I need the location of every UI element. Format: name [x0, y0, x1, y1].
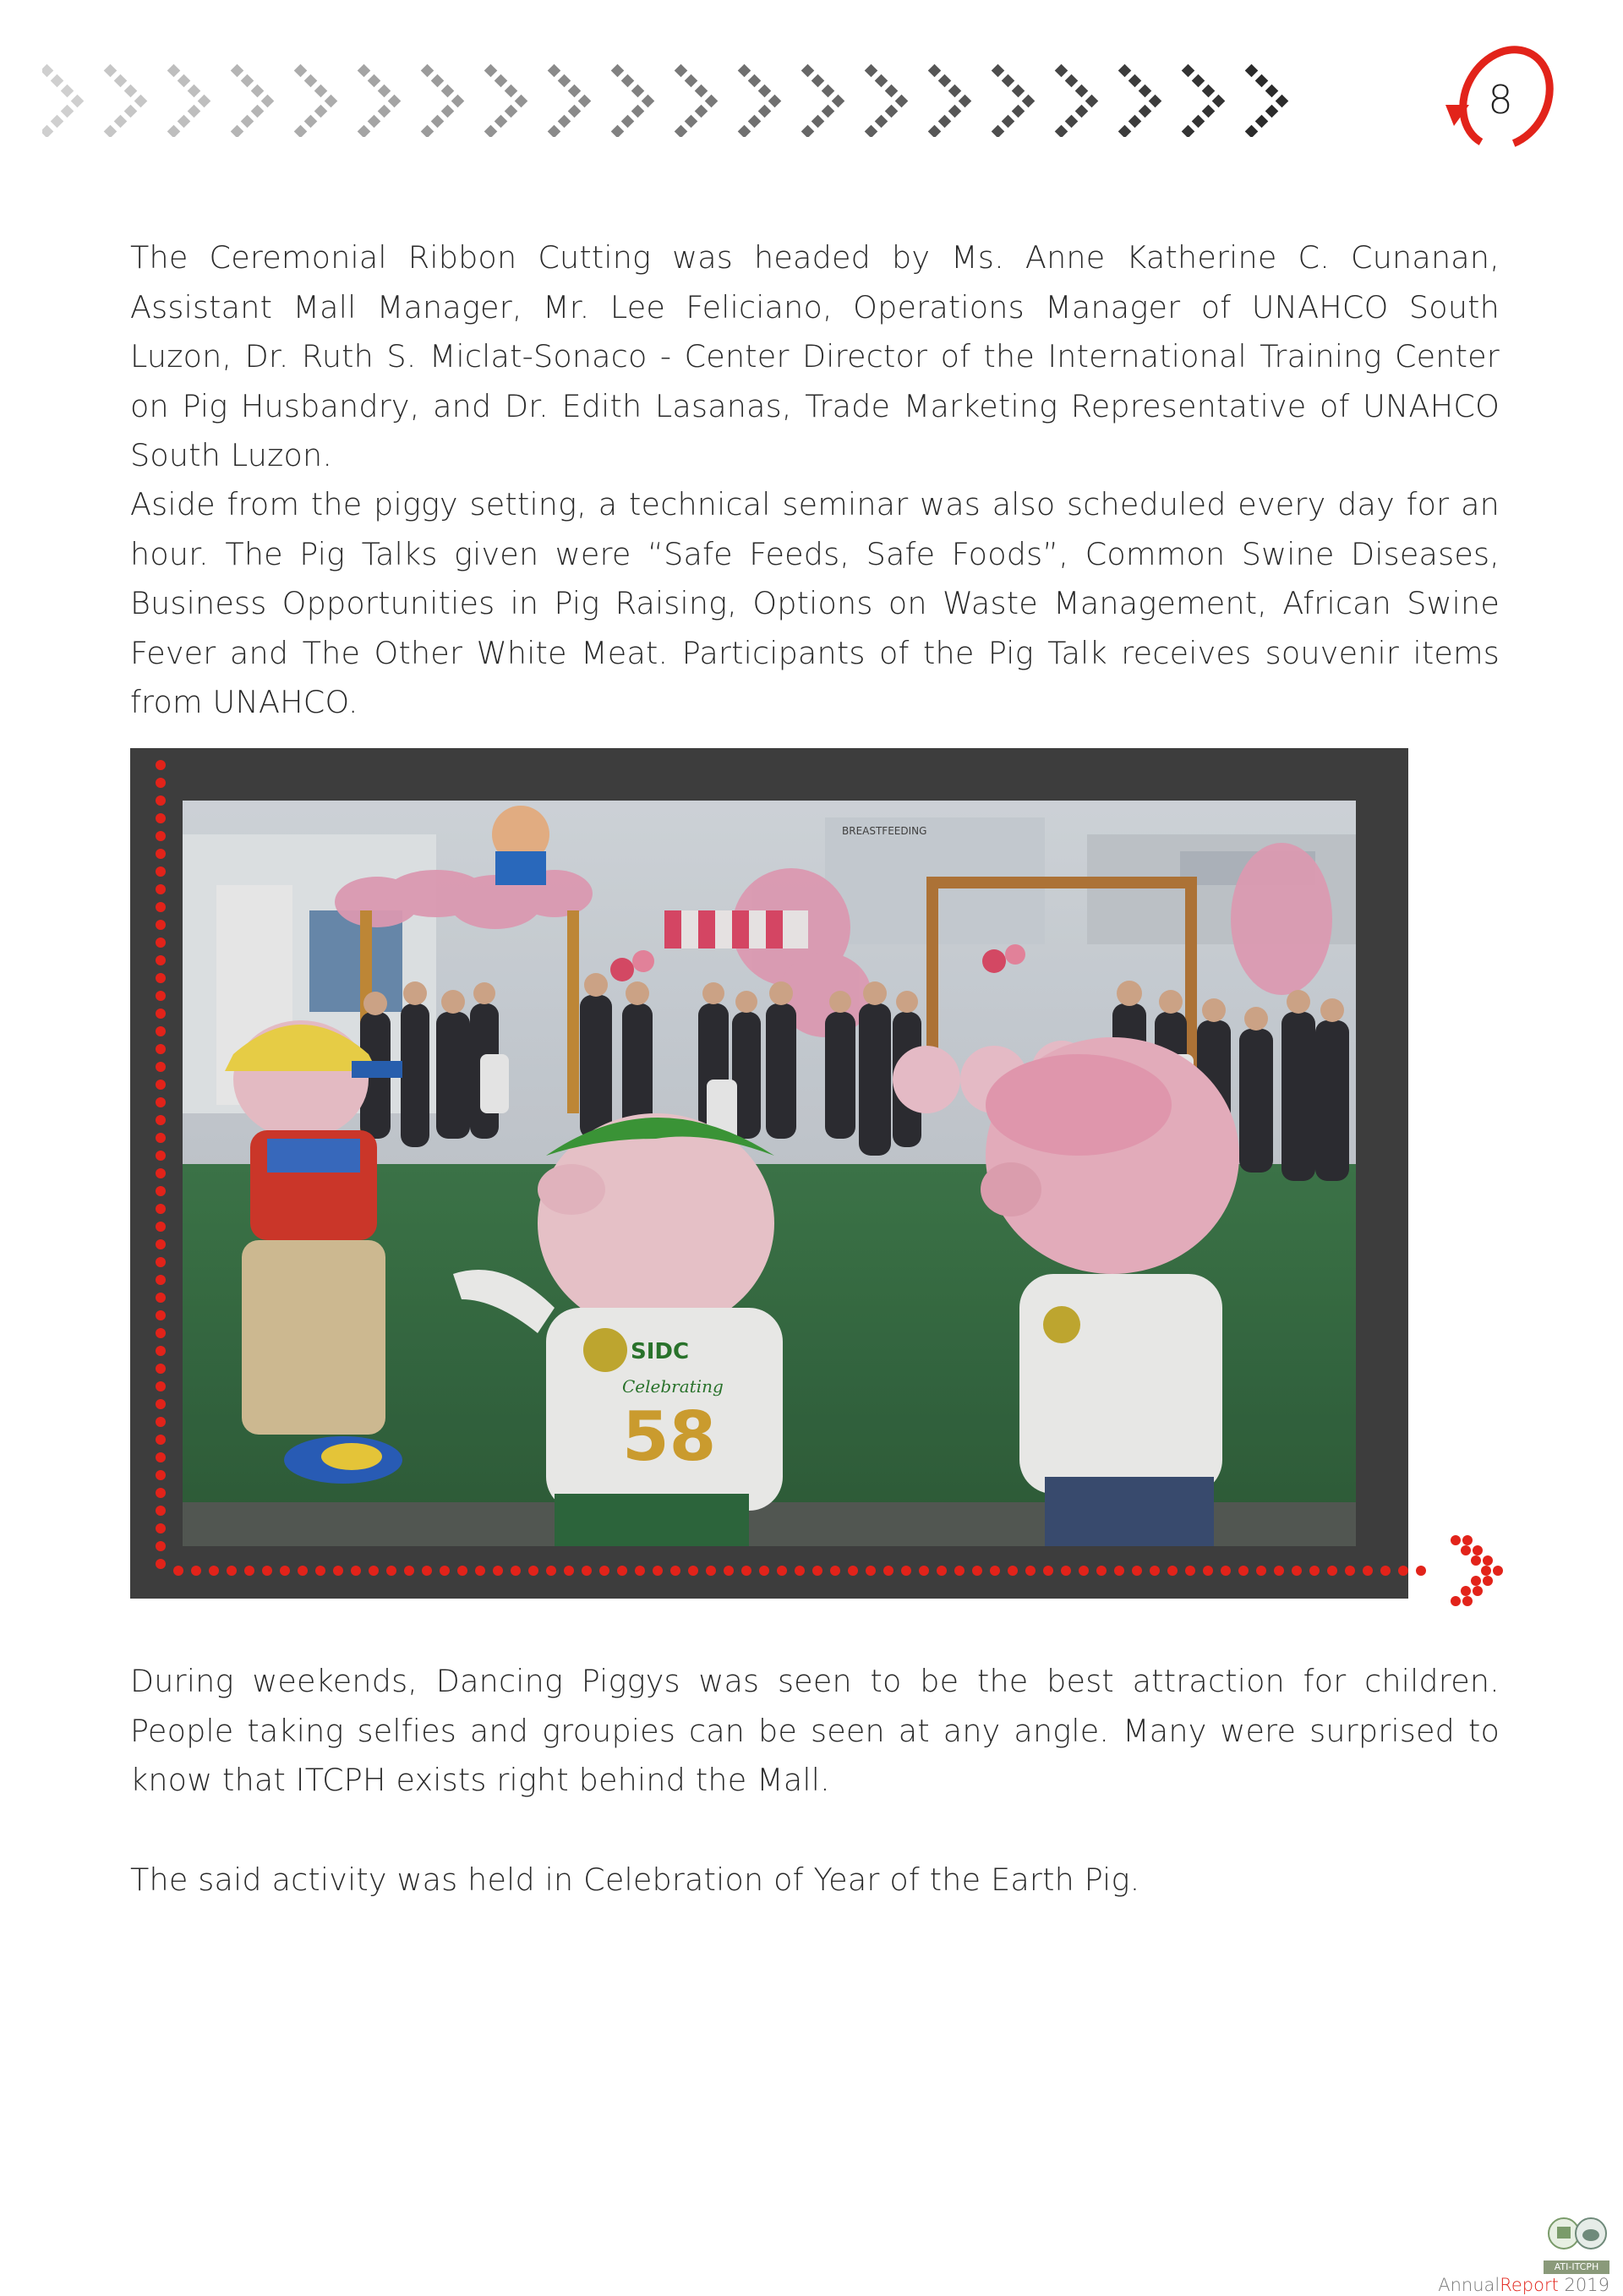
chevron-arrow-row-icon [42, 61, 1302, 137]
store-sign: BREASTFEEDING [842, 825, 927, 837]
red-dot [1416, 1566, 1426, 1576]
red-dot [1461, 1586, 1471, 1596]
paragraph-pig-talks: Aside from the piggy setting, a technical seminar was also scheduled every day for an hour. The Pig Talks given were “Safe Feeds, Safe Foods”, Common Swine Diseases, Business Opportunities in Pig Raising, Options on Waste Management, African Swine Fever and The Other White Meat. Participants of the Pig Talk receives souvenir items from UNAHCO. [130, 486, 1500, 720]
red-dot [1451, 1596, 1461, 1606]
red-dot [1451, 1535, 1461, 1545]
footer-report-title [1438, 2276, 1609, 2294]
chevron-icon [42, 64, 84, 137]
shirt-number-text: 58 [622, 1397, 717, 1476]
footer-org-label: ATI-ITCPH [1544, 2260, 1609, 2274]
shirt-brand-text: SIDC [631, 1339, 690, 1364]
red-dot [1471, 1555, 1481, 1566]
chevron-icon [104, 64, 148, 137]
red-dot [1462, 1535, 1473, 1545]
chevron-icon [611, 64, 655, 137]
chevron-icon [928, 64, 972, 137]
chevron-icon [421, 64, 465, 137]
chevron-icon [992, 64, 1036, 137]
chevron-icon [1118, 64, 1162, 137]
red-dot [1473, 1545, 1483, 1555]
chevron-icon [167, 64, 211, 137]
chevron-icon [548, 64, 592, 137]
chevron-icon [675, 64, 719, 137]
chevron-icon [738, 64, 782, 137]
chevron-icon [358, 64, 402, 137]
event-photo [183, 801, 1356, 1546]
chevron-icon [231, 64, 275, 137]
footer-report-prefix: Annual [1438, 2275, 1500, 2295]
photo-frame [130, 748, 1408, 1599]
footer-report-accent: Report [1500, 2275, 1559, 2295]
page-number: 8 [1488, 77, 1513, 123]
red-dot [1481, 1566, 1491, 1576]
paragraph-ribbon-cutting: The Ceremonial Ribbon Cutting was headed by Ms. Anne Katherine C. Cunanan, Assistant Mall Manager, Mr. Lee Feliciano, Operations Manager of UNAHCO South Luzon, Dr. Ruth S. Miclat-Sonaco - Center Director of the International Training Center on Pig Husbandry, and Dr. Edith Lasanas, Trade Marketing Representative of UNAHCO South Luzon. [130, 239, 1500, 473]
red-dot [1471, 1576, 1481, 1586]
red-dot [1483, 1576, 1493, 1586]
chevron-icon [1245, 64, 1289, 137]
paragraph-dancing-piggys: During weekends, Dancing Piggys was seen to be the best attraction for children. People taking selfies and groupies can be seen at any angle. Many were surprised to know that ITCPH exists right behind the Mall. [130, 1663, 1500, 1798]
chevron-icon [1182, 64, 1226, 137]
red-dot [1462, 1596, 1473, 1606]
footer-report-year: 2019 [1564, 2275, 1609, 2295]
chevron-icon [801, 64, 845, 137]
red-dot [1483, 1555, 1493, 1566]
paragraph-earth-pig: The said activity was held in Celebration of Year of the Earth Pig. [130, 1861, 1140, 1898]
shirt-sub-text: Celebrating [622, 1376, 724, 1397]
red-dot [1461, 1545, 1471, 1555]
chevron-icon [865, 64, 909, 137]
agency-logo-icon [1544, 2206, 1609, 2260]
red-dot [1473, 1586, 1483, 1596]
red-dot [1493, 1566, 1503, 1576]
chevron-icon [484, 64, 528, 137]
chevron-icon [1055, 64, 1099, 137]
chevron-icon [294, 64, 338, 137]
